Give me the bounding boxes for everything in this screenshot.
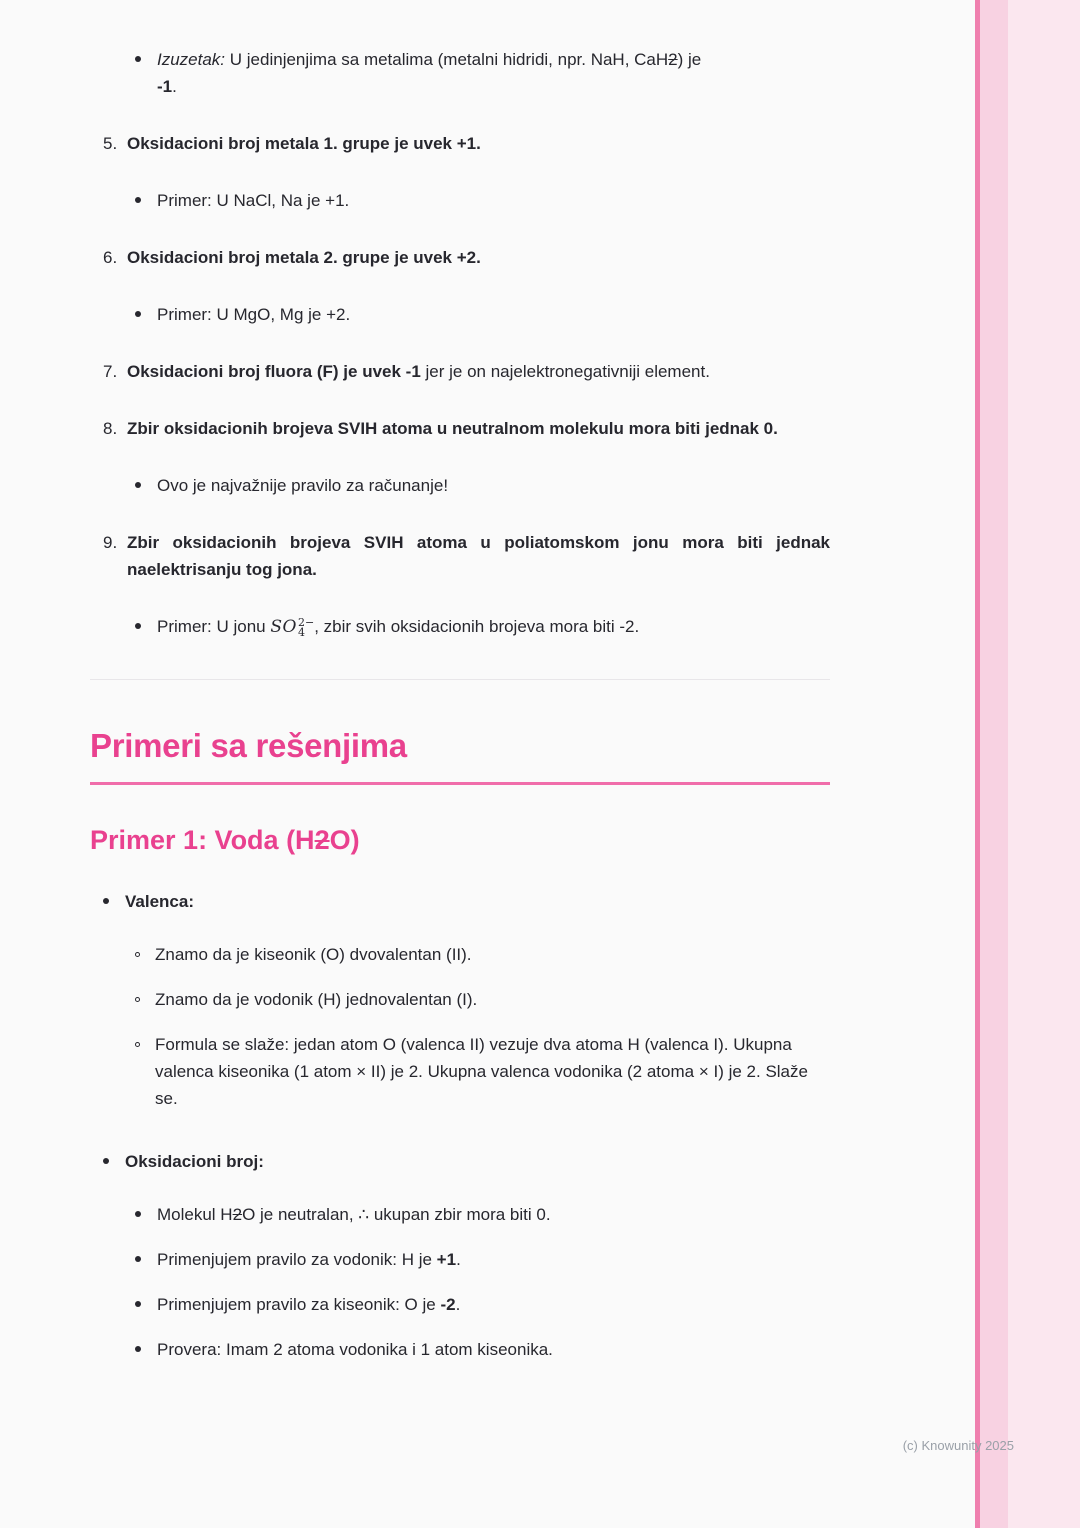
list-item (135, 1291, 830, 1318)
rule-body (127, 244, 830, 328)
bullet-icon (135, 952, 140, 957)
math-subscript: 4 (297, 626, 305, 639)
text-span: -1 (157, 77, 173, 96)
rule-text (127, 130, 830, 157)
bullet-icon (135, 997, 140, 1002)
bullet-icon (135, 1301, 141, 1307)
bullet-icon (135, 623, 141, 629)
text-span: Izuzetak: (157, 50, 226, 69)
list-item-text: Primer: U NaCl, Na je +1. (157, 191, 350, 210)
list-item-text: Formula se slaže: jedan atom O (valenca II) vezuje dva atoma H (valenca I). Ukupna valenca kiseonika (1 atom × II) je 2. Ukupna valenca vodonika (2 atoma × I) je 2. Slaže se. (155, 1035, 808, 1108)
list-item (135, 613, 830, 641)
list-item (135, 187, 830, 214)
example-group (90, 1148, 830, 1363)
text-span: +1 (436, 1250, 457, 1269)
list-item-text: Primer: U MgO, Mg je +2. (157, 305, 351, 324)
bullet-icon (103, 1158, 109, 1164)
exception-bullet-item (135, 46, 830, 100)
list-item (135, 1246, 830, 1273)
rule-body (127, 529, 830, 641)
list-item-text: Primer: U jonu SO 2− 4 , zbir svih oksidacionih brojeva mora biti -2. (157, 616, 640, 639)
rule-number: 6. (103, 248, 118, 267)
rule-text (127, 415, 830, 442)
math-formula (270, 616, 315, 639)
text-span: 2 (232, 1205, 243, 1224)
list-item (103, 1148, 830, 1175)
math-superscript: 2− (297, 616, 315, 629)
rules-list (90, 130, 830, 641)
example-heading: Primer 1: Voda (H2O) (90, 825, 360, 855)
text-span: Oksidacioni broj fluora (F) je uvek -1 (127, 362, 421, 381)
list-item (135, 1031, 830, 1112)
section-heading: Primeri sa rešenjima (90, 726, 830, 785)
text-span: Oksidacioni broj metala 1. grupe je uvek +1. (127, 134, 481, 153)
list-item (135, 986, 830, 1013)
list-item-text: Provera: Imam 2 atoma vodonika i 1 atom kiseonika. (157, 1340, 553, 1359)
stripe-fade (1008, 0, 1080, 1528)
numbered-rule-item (90, 529, 830, 641)
bullet-icon (135, 197, 141, 203)
example-list (90, 888, 830, 1363)
rule-body (127, 415, 830, 499)
rule-body (127, 130, 830, 214)
text-span: Valenca: (125, 892, 194, 911)
bullet-icon (135, 311, 141, 317)
bullet-icon (135, 1346, 141, 1352)
bullet-icon (103, 898, 109, 904)
group-title (125, 888, 830, 915)
text-span: 2 (314, 825, 330, 855)
list-item (135, 472, 830, 499)
list-item (103, 888, 830, 915)
nested-list (90, 1201, 830, 1363)
numbered-rule-item (90, 244, 830, 328)
bullet-icon (135, 482, 141, 488)
text-span: -2 (440, 1295, 456, 1314)
section-divider (90, 679, 830, 680)
rule-body (127, 358, 830, 385)
numbered-rule-item (90, 358, 830, 385)
nested-list (127, 301, 830, 328)
rule-number: 7. (103, 362, 118, 381)
text-span: Zbir oksidacionih brojeva SVIH atoma u neutralnom molekulu mora biti jednak 0. (127, 419, 778, 438)
nested-list (127, 472, 830, 499)
document-content (90, 0, 830, 1363)
nested-list (127, 613, 830, 641)
rule-number: 8. (103, 419, 118, 438)
bullet-icon (135, 1042, 140, 1047)
nested-list (90, 941, 830, 1112)
list-item (135, 1336, 830, 1363)
list-item-text: Znamo da je vodonik (H) jednovalentan (I). (155, 990, 478, 1009)
rule-text: Oksidacioni broj fluora (F) je uvek -1 jer je on najelektronegativniji element. (127, 362, 710, 381)
numbered-rule-item (90, 415, 830, 499)
list-item (135, 1201, 830, 1228)
rule-text (127, 529, 830, 583)
rule-text (127, 244, 830, 271)
stripe-band (980, 0, 1008, 1528)
text-span: Oksidacioni broj metala 2. grupe je uvek +2. (127, 248, 481, 267)
bullet-icon (135, 1211, 141, 1217)
rule-number: 9. (103, 533, 118, 552)
text-span: Zbir oksidacionih brojeva SVIH atoma u poliatomskom jonu mora biti jednak naelektrisanju tog jona. (127, 533, 830, 579)
rule-number: 5. (103, 134, 118, 153)
text-span: 2 (668, 50, 678, 69)
example-group (90, 888, 830, 1112)
text-span: Oksidacioni broj: (125, 1152, 264, 1171)
group-title (125, 1148, 830, 1175)
nested-list (127, 187, 830, 214)
bullet-icon (135, 56, 141, 62)
math-scripts (298, 618, 314, 638)
bullet-icon (135, 1256, 141, 1262)
list-item-text: Molekul H2O je neutralan, ∴ ukupan zbir mora biti 0. (157, 1205, 551, 1224)
exception-text: Izuzetak: U jedinjenjima sa metalima (metalni hidridi, npr. NaH, CaH2) je -1. (157, 50, 702, 96)
right-decoration-stripe (975, 0, 1080, 1528)
list-item-text: Primenjujem pravilo za kiseonik: O je -2. (157, 1295, 461, 1314)
list-item-text: Znamo da je kiseonik (O) dvovalentan (II). (155, 945, 472, 964)
copyright-notice: (c) Knowunity 2025 (902, 1438, 1014, 1453)
math-base: SO (270, 617, 297, 637)
list-item (135, 301, 830, 328)
list-item-text: Primenjujem pravilo za vodonik: H je +1. (157, 1250, 461, 1269)
list-item (135, 941, 830, 968)
list-item-text: Ovo je najvažnije pravilo za računanje! (157, 476, 449, 495)
numbered-rule-item (90, 130, 830, 214)
